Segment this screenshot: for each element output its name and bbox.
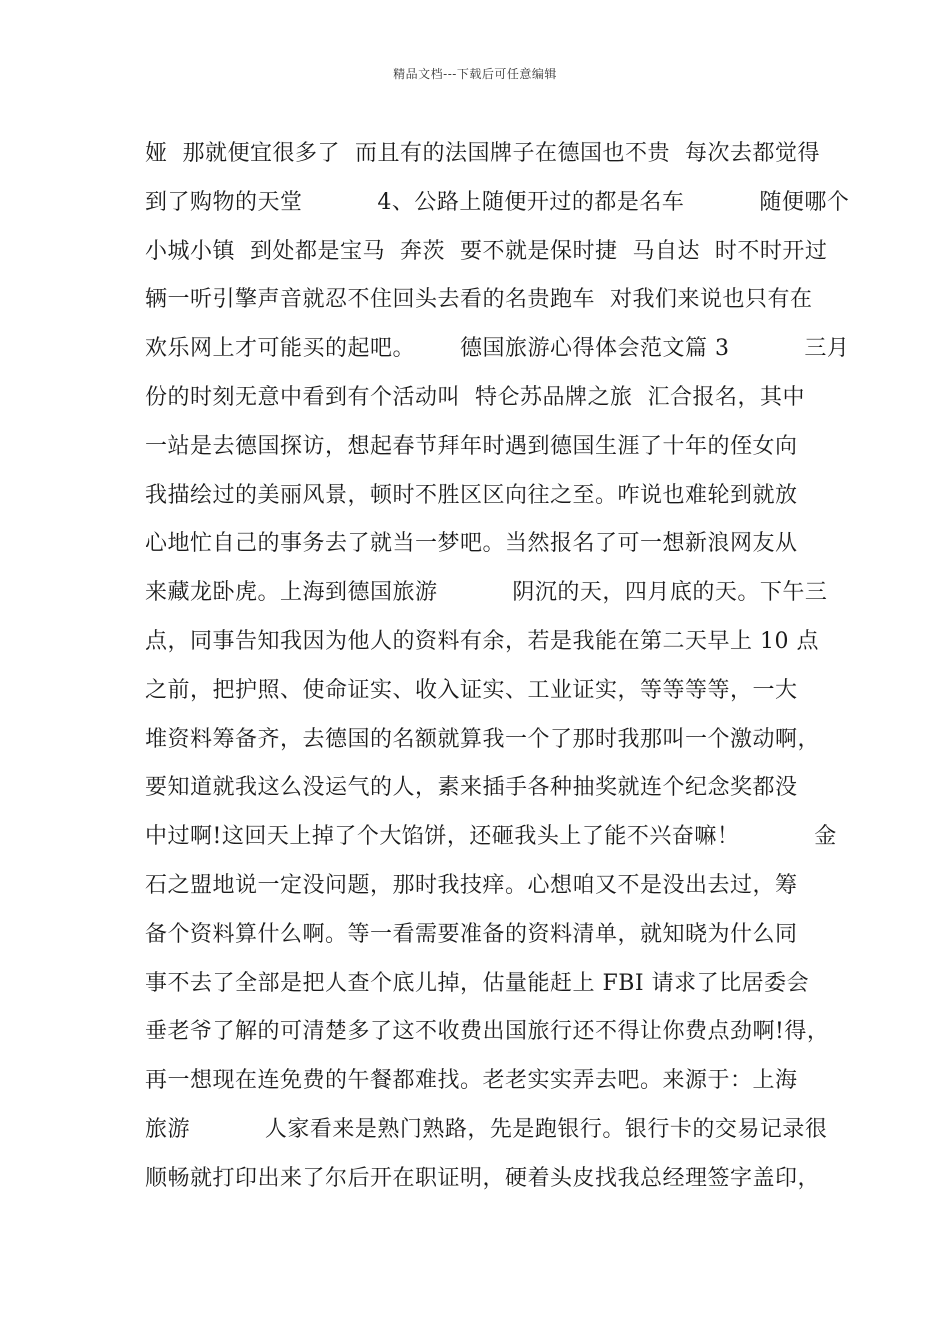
text-line: 备个资料算什么啊。等一看需要准备的资料清单，就知晓为什么同	[145, 921, 798, 947]
text-line: 要知道就我这么没运气的人，素来插手各种抽奖就连个纪念奖都没	[145, 775, 798, 801]
text-line: 垂老爷了解的可清楚多了这不收费出国旅行还不得让你费点劲啊!得，	[145, 1019, 830, 1045]
text-line: 一站是去德国探访，想起春节拜年时遇到德国生涯了十年的侄女向	[145, 433, 798, 459]
text-line: 我描绘过的美丽风景，顿时不胜区区向往之至。咋说也难轮到就放	[145, 482, 798, 508]
text-line: 石之盟地说一定没问题，那时我技痒。心想咱又不是没出去过，筹	[145, 872, 798, 898]
text-line: 点，同事告知我因为他人的资料有余，若是我能在第二天早上 10 点	[145, 628, 819, 654]
text-line: 辆一听引擎声音就忍不住回头去看的名贵跑车 对我们来说也只有在	[145, 287, 813, 313]
text-line: 小城小镇 到处都是宝马 奔茨 要不就是保时捷 马自达 时不时开过	[145, 238, 828, 264]
text-line: 旅游 人家看来是熟门熟路，先是跑银行。银行卡的交易记录很	[145, 1116, 828, 1142]
document-body	[145, 130, 850, 1204]
text-line: 娅 那就便宜很多了 而且有的法国牌子在德国也不贵 每次去都觉得	[145, 141, 820, 166]
text-line: 事不去了全部是把人查个底儿掉，估量能赶上 FBI 请求了比居委会	[145, 970, 810, 996]
text-line: 中过啊!这回天上掉了个大馅饼，还砸我头上了能不兴奋嘛！ 金	[145, 824, 837, 850]
page-header: 精品文档---下载后可任意编辑	[393, 67, 557, 81]
text-line: 份的时刻无意中看到有个活动叫 特仑苏品牌之旅 汇合报名，其中	[145, 384, 805, 410]
text-line: 到了购物的天堂 4、公路上随便开过的都是名车 随便哪个	[145, 189, 850, 215]
text-line: 再一想现在连免费的午餐都难找。老老实实弄去吧。来源于：上海	[145, 1068, 798, 1094]
text-line: 顺畅就打印出来了尔后开在职证明，硬着头皮找我总经理签字盖印，	[145, 1165, 821, 1191]
text-line: 欢乐网上才可能买的起吧。 德国旅游心得体会范文篇 3 三月	[145, 336, 850, 362]
text-line: 之前，把护照、使命证实、收入证实、工业证实，等等等等，一大	[145, 677, 798, 703]
text-line: 来藏龙卧虎。上海到德国旅游 阴沉的天，四月底的天。下午三	[145, 580, 828, 606]
text-line: 堆资料筹备齐，去德国的名额就算我一个了那时我那叫一个激动啊，	[145, 726, 821, 752]
text-line: 心地忙自己的事务去了就当一梦吧。当然报名了可一想新浪网友从	[145, 531, 798, 557]
